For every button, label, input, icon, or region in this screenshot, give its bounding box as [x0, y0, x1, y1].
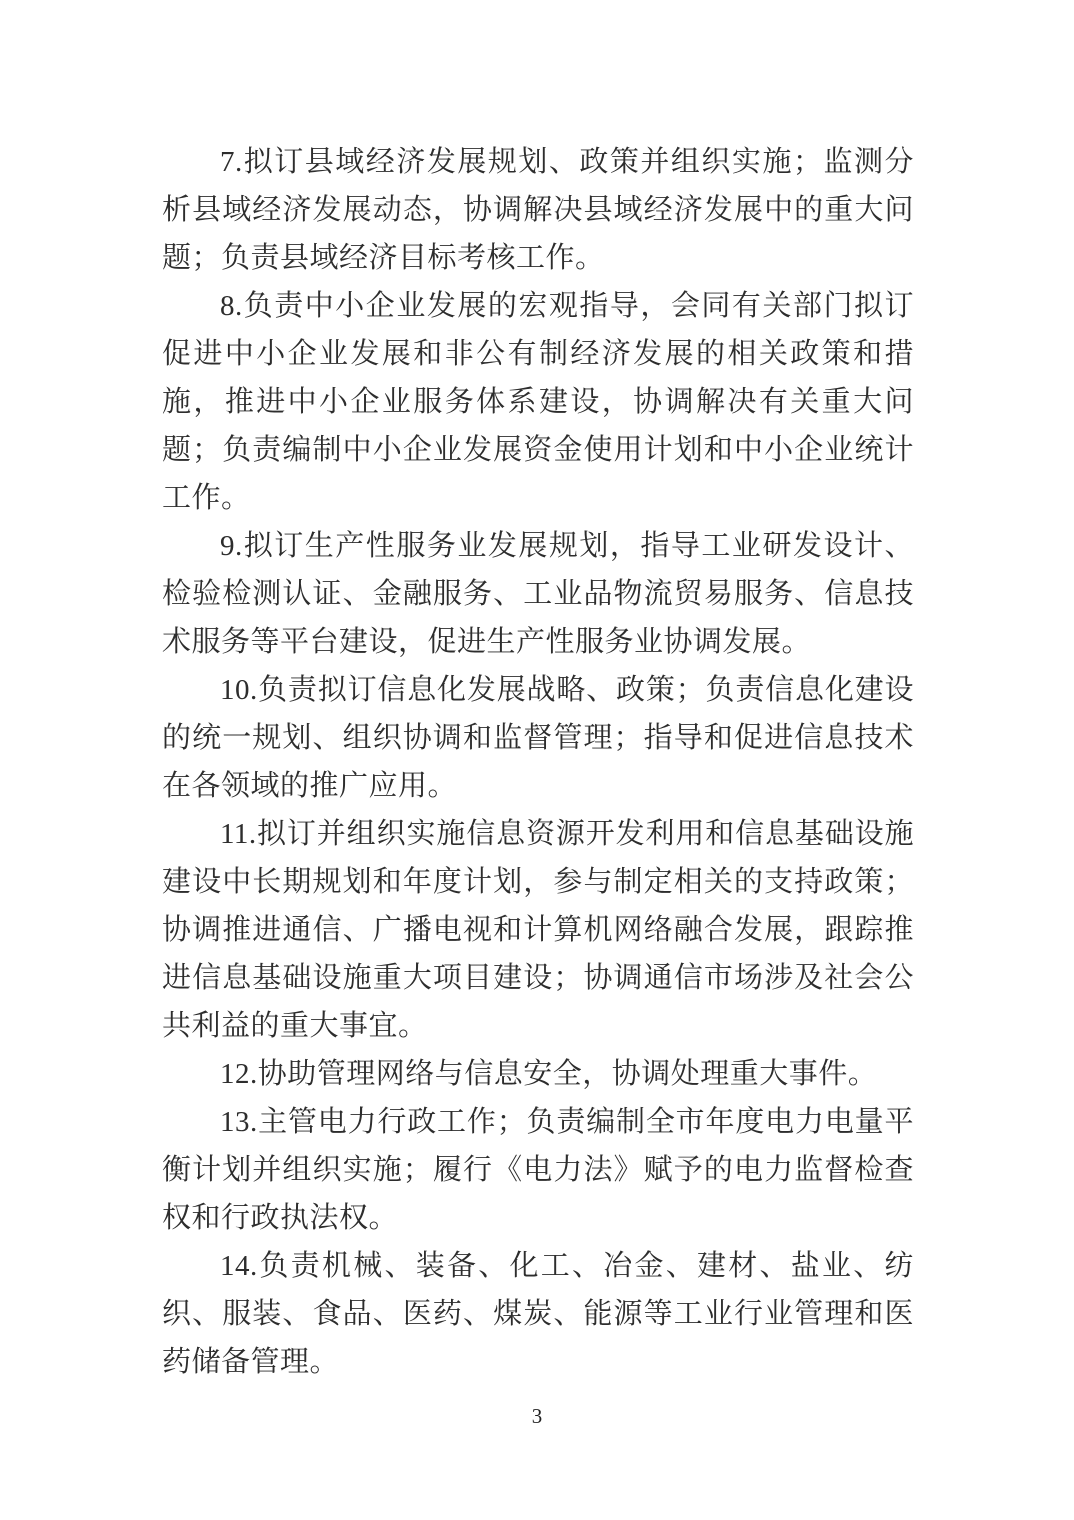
duty-item-9: 9.拟订生产性服务业发展规划，指导工业研发设计、检验检测认证、金融服务、工业品物流贸易服务、信息技术服务等平台建设，促进生产性服务业协调发展。	[162, 530, 914, 658]
duty-item-7: 7.拟订县域经济发展规划、政策并组织实施；监测分析县域经济发展动态，协调解决县域经济发展中的重大问题；负责县域经济目标考核工作。	[162, 146, 914, 274]
document-body	[162, 138, 914, 1386]
page-number: 3	[531, 1404, 543, 1428]
duty-item-8: 8.负责中小企业发展的宏观指导，会同有关部门拟订促进中小企业发展和非公有制经济发展的相关政策和措施，推进中小企业服务体系建设，协调解决有关重大问题；负责编制中小企业发展资金使用计划和中小企业统计工作。	[162, 290, 914, 514]
duty-item-11: 11.拟订并组织实施信息资源开发利用和信息基础设施建设中长期规划和年度计划，参与制定相关的支持政策；协调推进通信、广播电视和计算机网络融合发展，跟踪推进信息基础设施重大项目建设；协调通信市场涉及社会公共利益的重大事宜。	[162, 818, 914, 1042]
duty-item-14: 14.负责机械、装备、化工、冶金、建材、盐业、纺织、服装、食品、医药、煤炭、能源等工业行业管理和医药储备管理。	[162, 1250, 914, 1378]
duty-item-13: 13.主管电力行政工作；负责编制全市年度电力电量平衡计划并组织实施；履行《电力法》赋予的电力监督检查权和行政执法权。	[162, 1106, 914, 1234]
duty-item-12: 12.协助管理网络与信息安全，协调处理重大事件。	[220, 1058, 878, 1090]
duty-item-10: 10.负责拟订信息化发展战略、政策；负责信息化建设的统一规划、组织协调和监督管理；指导和促进信息技术在各领域的推广应用。	[162, 674, 914, 802]
